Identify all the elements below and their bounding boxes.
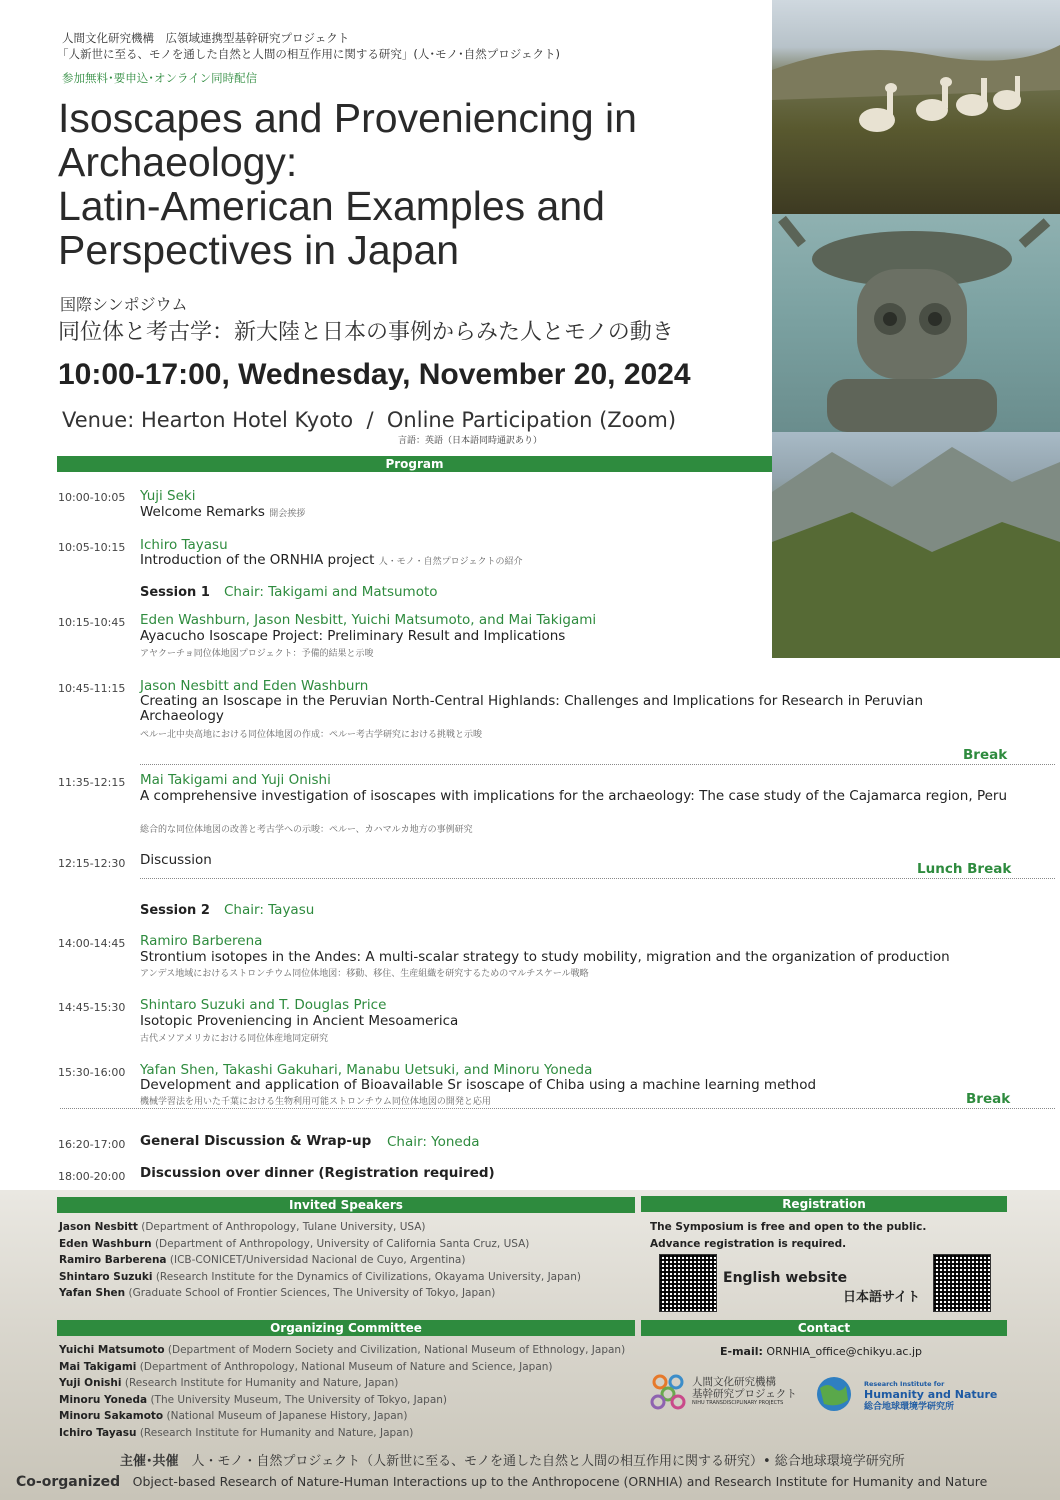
break-label: Break [966, 1091, 1011, 1107]
talk-title-jp: アンデス地域におけるストロンチウム同位体地図：移動、移住、生産組織を研究するためのマルチスケール戦略 [140, 969, 589, 979]
talk-title: General Discussion & Wrap-up [140, 1133, 372, 1149]
jp-subtitle-1: 国際シンポジウム [60, 295, 188, 314]
rihn-logo-icon [810, 1374, 858, 1414]
talk-title-jp: 古代メソアメリカにおける同位体産地同定研究 [140, 1034, 329, 1044]
photo-alpacas [772, 0, 1060, 214]
registration-heading: Registration [641, 1196, 1007, 1212]
time-slot: 11:35-12:15 [58, 776, 126, 789]
nihu-logo-icon [648, 1372, 688, 1412]
speaker-name: Ichiro Tayasu [140, 537, 228, 553]
talk-title: Ayacucho Isoscape Project: Preliminary Result and Implications [140, 628, 566, 644]
lunch-break-label: Lunch Break [917, 861, 1012, 877]
jp-subtitle-2: 同位体と考古学：新大陸と日本の事例からみた人とモノの動き [58, 320, 674, 345]
talk-title-jp: 総合的な同位体地図の改善と考古学への示唆：ペルー、カハマルカ地方の事例研究 [140, 825, 473, 835]
photo-figurine [772, 214, 1060, 432]
chair-label: Chair: Yoneda [387, 1134, 480, 1150]
break-label: Break [963, 747, 1008, 763]
divider [60, 1108, 1055, 1109]
committee-heading: Organizing Committee [57, 1320, 635, 1336]
time-slot: 10:15-10:45 [58, 616, 126, 629]
japanese-website-link[interactable]: 日本語サイト [843, 1290, 921, 1305]
time-slot: 10:45-11:15 [58, 682, 126, 695]
language-note: 言語：英語（日本語同時通訳あり） [398, 436, 543, 446]
invited-speaker: Jason Nesbitt (Department of Anthropology, Tulane University, USA) [59, 1221, 426, 1233]
speaker-name: Yafan Shen, Takashi Gakuhari, Manabu Uetsuki, and Minoru Yoneda [140, 1062, 593, 1078]
time-slot: 15:30-16:00 [58, 1066, 126, 1079]
free-note: 参加無料･要申込･オンライン同時配信 [62, 71, 258, 85]
talk-title: A comprehensive investigation of isoscapes with implications for the archaeology: The case study of the Cajamarca region, Peru [140, 788, 1008, 804]
invited-heading: Invited Speakers [57, 1197, 635, 1213]
time-slot: 10:05-10:15 [58, 541, 126, 554]
speaker-name: Eden Washburn, Jason Nesbitt, Yuichi Matsumoto, and Mai Takigami [140, 612, 597, 628]
talk-title-jp: アヤクーチョ同位体地図プロジェクト：予備的結果と示唆 [140, 649, 374, 659]
venue: Venue: Hearton Hotel Kyoto / Online Participation (Zoom) [62, 408, 677, 432]
time-slot: 10:00-10:05 [58, 491, 126, 504]
speaker-name: Shintaro Suzuki and T. Douglas Price [140, 997, 387, 1013]
session-2-label: Session 2 [140, 903, 210, 918]
talk-title: Introduction of the ORNHIA project 人・モノ・自然プロジェクトの紹介 [140, 552, 523, 568]
main-title: Isoscapes and Proveniencing in Archaeology: Latin-American Examples and Perspectives in Japan [58, 95, 637, 273]
time-slot: 18:00-20:00 [58, 1170, 126, 1183]
session-1-chair: Chair: Takigami and Matsumoto [224, 584, 438, 600]
time-slot: 14:00-14:45 [58, 937, 126, 950]
event-datetime: 10:00-17:00, Wednesday, November 20, 2024 [58, 358, 691, 391]
talk-title: Discussion over dinner (Registration required) [140, 1165, 495, 1181]
session-1-label: Session 1 [140, 585, 210, 600]
speaker-name: Ramiro Barberena [140, 933, 263, 949]
divider [140, 764, 1055, 765]
contact-heading: Contact [641, 1320, 1007, 1336]
email-link[interactable]: ORNHIA_office@chikyu.ac.jp [766, 1345, 923, 1358]
program-heading: Program [57, 456, 772, 472]
footer-en: Co-organized Object-based Research of Nature-Human Interactions up to the Anthropocene (ORNHIA) and Research Institute for Humanity and Nature [16, 1474, 988, 1490]
org-line-1: 人間文化研究機構 広領域連携型基幹研究プロジェクト [62, 31, 350, 45]
talk-title-jp: 機械学習法を用いた千葉における生物利用可能ストロンチウム同位体地図の開発と応用 [140, 1097, 491, 1107]
nihu-logo-text: 人間文化研究機構 基幹研究プロジェクト NIHU TRANSDISCIPLINARY PROJECTS [692, 1376, 797, 1406]
session-2-chair: Chair: Tayasu [224, 902, 315, 918]
talk-title-jp: ペルー北中央高地における同位体地図の作成：ペルー考古学研究における挑戦と示唆 [140, 730, 483, 740]
mountains-illustration [772, 432, 1060, 658]
committee-list [59, 1342, 625, 1441]
rihn-logo-text: Research Institute for Humanity and Nature 総合地球環境学研究所 [864, 1380, 998, 1412]
committee-member: Minoru Sakamoto (National Museum of Japanese History, Japan) [59, 1410, 408, 1422]
talk-title: Creating an Isoscape in the Peruvian North-Central Highlands: Challenges and Implications for Research in Peruvian Archaeology [140, 693, 924, 724]
talk-title: Development and application of Bioavailable Sr isoscape of Chiba using a machine learning method [140, 1077, 817, 1093]
figurine-illustration [772, 214, 1060, 432]
speaker-name: Yuji Seki [140, 488, 196, 504]
talk-title: Strontium isotopes in the Andes: A multi-scalar strategy to study mobility, migration and the organization of production [140, 949, 950, 965]
english-website-link[interactable]: English website [723, 1270, 848, 1286]
speaker-name: Jason Nesbitt and Eden Washburn [140, 678, 369, 694]
committee-member: Mai Takigami (Department of Anthropology, National Museum of Nature and Science, Japan) [59, 1360, 553, 1373]
time-slot: 14:45-15:30 [58, 1001, 126, 1014]
registration-info: The Symposium is free and open to the public. Advance registration is required. [650, 1221, 927, 1250]
speaker-name: Mai Takigami and Yuji Onishi [140, 772, 331, 788]
talk-title: Isotopic Proveniencing in Ancient Mesoamerica [140, 1013, 459, 1029]
time-slot: 12:15-12:30 [58, 857, 126, 870]
org-line-2: 「人新世に至る、モノを通した自然と人間の相互作用に関する研究」(人･モノ･自然プロジェクト) [57, 47, 561, 61]
footer-jp: 主催･共催 人・モノ・自然プロジェクト（人新世に至る、モノを通した自然と人間の相互作用に関する研究）• 総合地球環境学研究所 [120, 1454, 905, 1469]
talk-title: Welcome Remarks 開会挨拶 [140, 504, 306, 520]
time-slot: 16:20-17:00 [58, 1138, 126, 1151]
invited-speaker: Yafan Shen (Graduate School of Frontier Sciences, The University of Tokyo, Japan) [59, 1287, 496, 1299]
contact-email: E-mail: ORNHIA_office@chikyu.ac.jp [720, 1345, 923, 1358]
invited-speaker: Shintaro Suzuki (Research Institute for the Dynamics of Civilizations, Okayama University, Japan) [59, 1270, 581, 1283]
committee-member: Yuji Onishi (Research Institute for Humanity and Nature, Japan) [59, 1377, 399, 1389]
committee-member: Yuichi Matsumoto (Department of Modern Society and Civilization, National Museum of Ethnology, Japan) [59, 1344, 626, 1356]
english-qr-code[interactable] [659, 1254, 717, 1312]
committee-member: Minoru Yoneda (The University Museum, The University of Tokyo, Japan) [59, 1393, 448, 1406]
committee-member: Ichiro Tayasu (Research Institute for Humanity and Nature, Japan) [59, 1426, 414, 1439]
photo-mountains [772, 432, 1060, 658]
talk-title: Discussion [140, 852, 212, 868]
invited-speaker: Ramiro Barberena (ICB-CONICET/Universidad Nacional de Cuyo, Argentina) [59, 1254, 466, 1266]
invited-speakers-list [59, 1219, 581, 1302]
alpaca-illustration [772, 0, 1060, 214]
divider [140, 878, 1055, 879]
invited-speaker: Eden Washburn (Department of Anthropology, University of California Santa Cruz, USA) [59, 1237, 530, 1250]
japanese-qr-code[interactable] [933, 1254, 991, 1312]
